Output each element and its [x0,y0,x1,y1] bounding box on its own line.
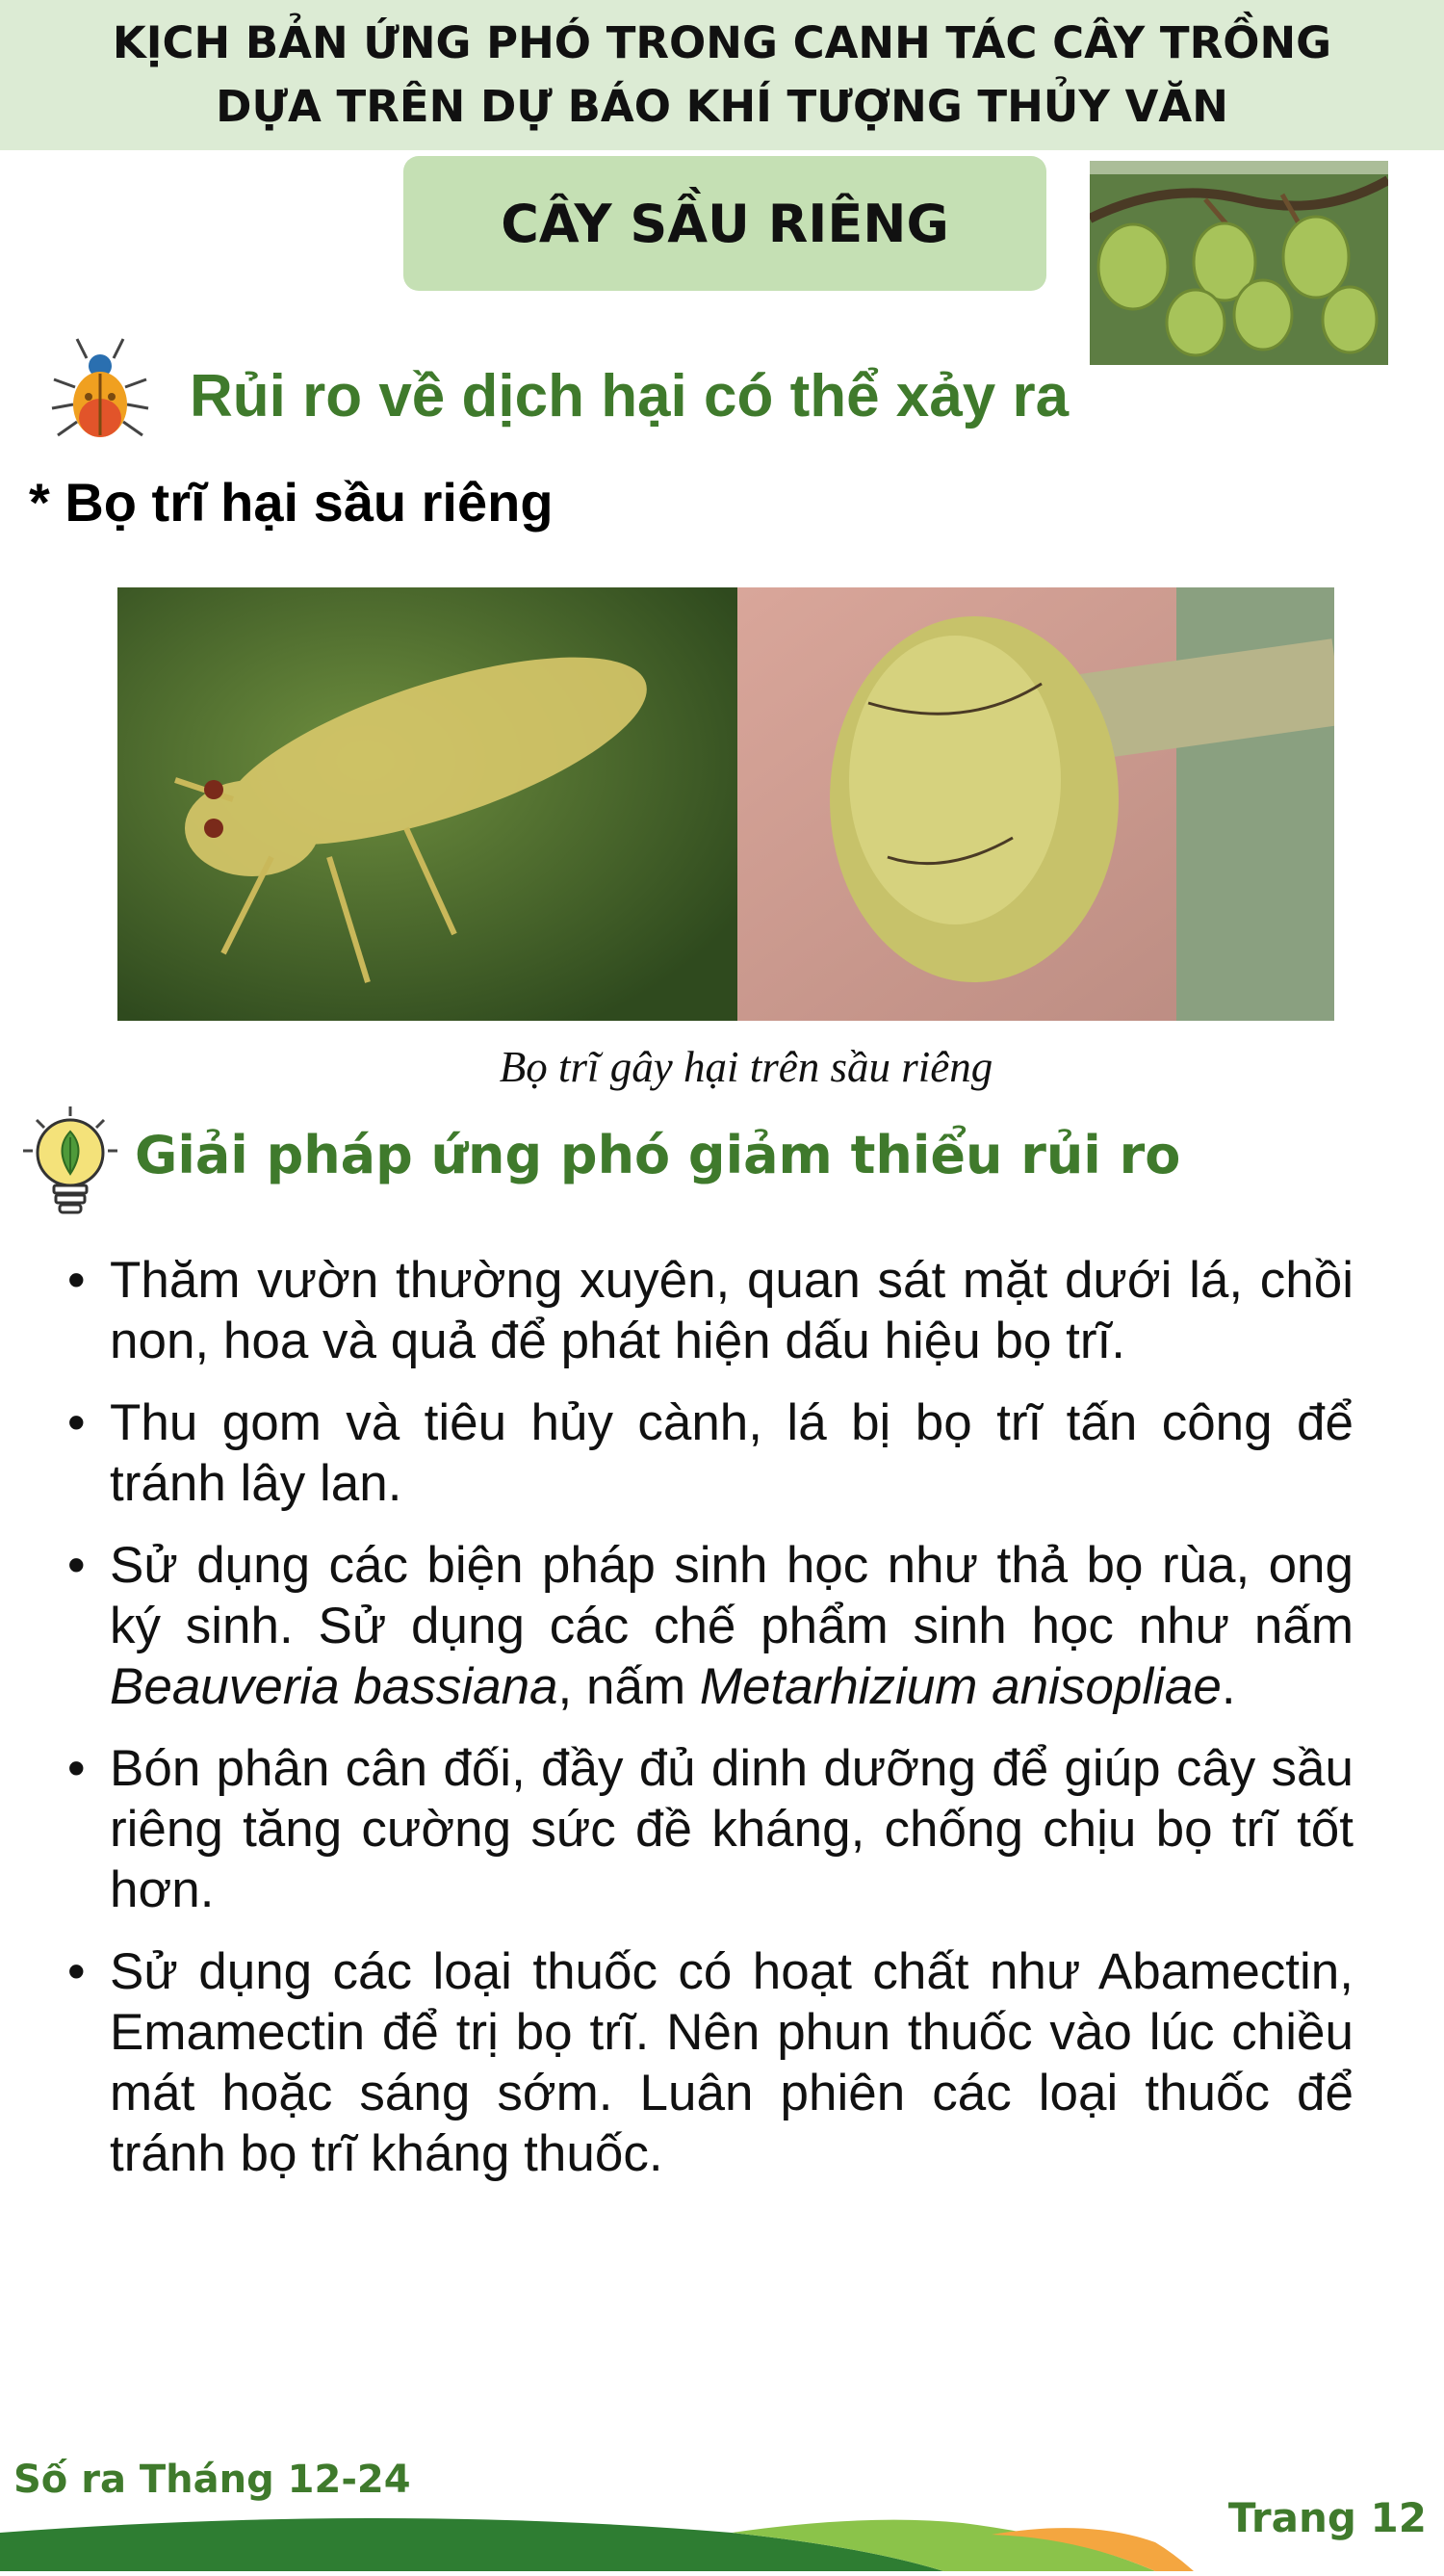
page-number: Trang 12 [1227,2494,1427,2541]
bullet-dot: • [67,1252,86,1309]
title-line-1: KỊCH BẢN ỨNG PHÓ TRONG CANH TÁC CÂY TRỒNG [112,17,1332,68]
risk-heading: Rủi ro về dịch hại có thể xảy ra [190,363,1070,429]
thrips-photos [117,587,1334,1021]
bullet-dot: • [67,1394,86,1451]
title-line-2: DỰA TRÊN DỰ BÁO KHÍ TƯỢNG THỦY VĂN [216,81,1228,132]
beetle-icon [48,329,152,443]
bulb-leaf-icon [17,1103,123,1216]
list-item: • Sử dụng các biện pháp sinh học như thả bọ rùa, ong ký sinh. Sử dụng các chế phẩm sinh học như nấm Beauveria bassiana, nấm Metarhizium anisopliae. [67,1537,1354,1715]
pest-title: * Bọ trĩ hại sầu riêng [29,472,554,533]
photo-caption: Bọ trĩ gây hại trên sầu riêng [499,1043,993,1091]
list-item: • Thu gom và tiêu hủy cành, lá bị bọ trĩ tấn công để tránh lây lan. [67,1394,1354,1512]
list-item: • Sử dụng các loại thuốc có hoạt chất như Abamectin, Emamectin để trị bọ trĩ. Nên phun thuốc vào lúc chiều mát hoặc sáng sớm. Luân phiên các loại thuốc để tránh bọ trĩ kháng thuốc. [67,1943,1354,2182]
list-item: • Bón phân cân đối, đầy đủ dinh dưỡng để giúp cây sầu riêng tăng cường sức đề kháng, chống chịu bọ trĩ tốt hơn. [67,1740,1354,1918]
list-item: • Thăm vườn thường xuyên, quan sát mặt dưới lá, chồi non, hoa và quả để phát hiện dấu hiệu bọ trĩ. [67,1252,1354,1369]
durian-fruit-photo [1090,161,1388,365]
crop-title-box [403,156,1046,291]
issue-label: Số ra Tháng 12-24 [13,2458,411,2502]
bullet-dot: • [67,1943,86,2000]
species-name: Beauveria bassiana [110,1658,558,1715]
bullet-dot: • [67,1537,86,1594]
crop-title: CÂY SẦU RIÊNG [501,193,949,254]
solution-list [67,1250,1354,2205]
species-name: Metarhizium anisopliae [699,1658,1222,1715]
document-title [0,12,1444,139]
solution-heading: Giải pháp ứng phó giảm thiểu rủi ro [135,1125,1181,1185]
bullet-dot: • [67,1740,86,1797]
